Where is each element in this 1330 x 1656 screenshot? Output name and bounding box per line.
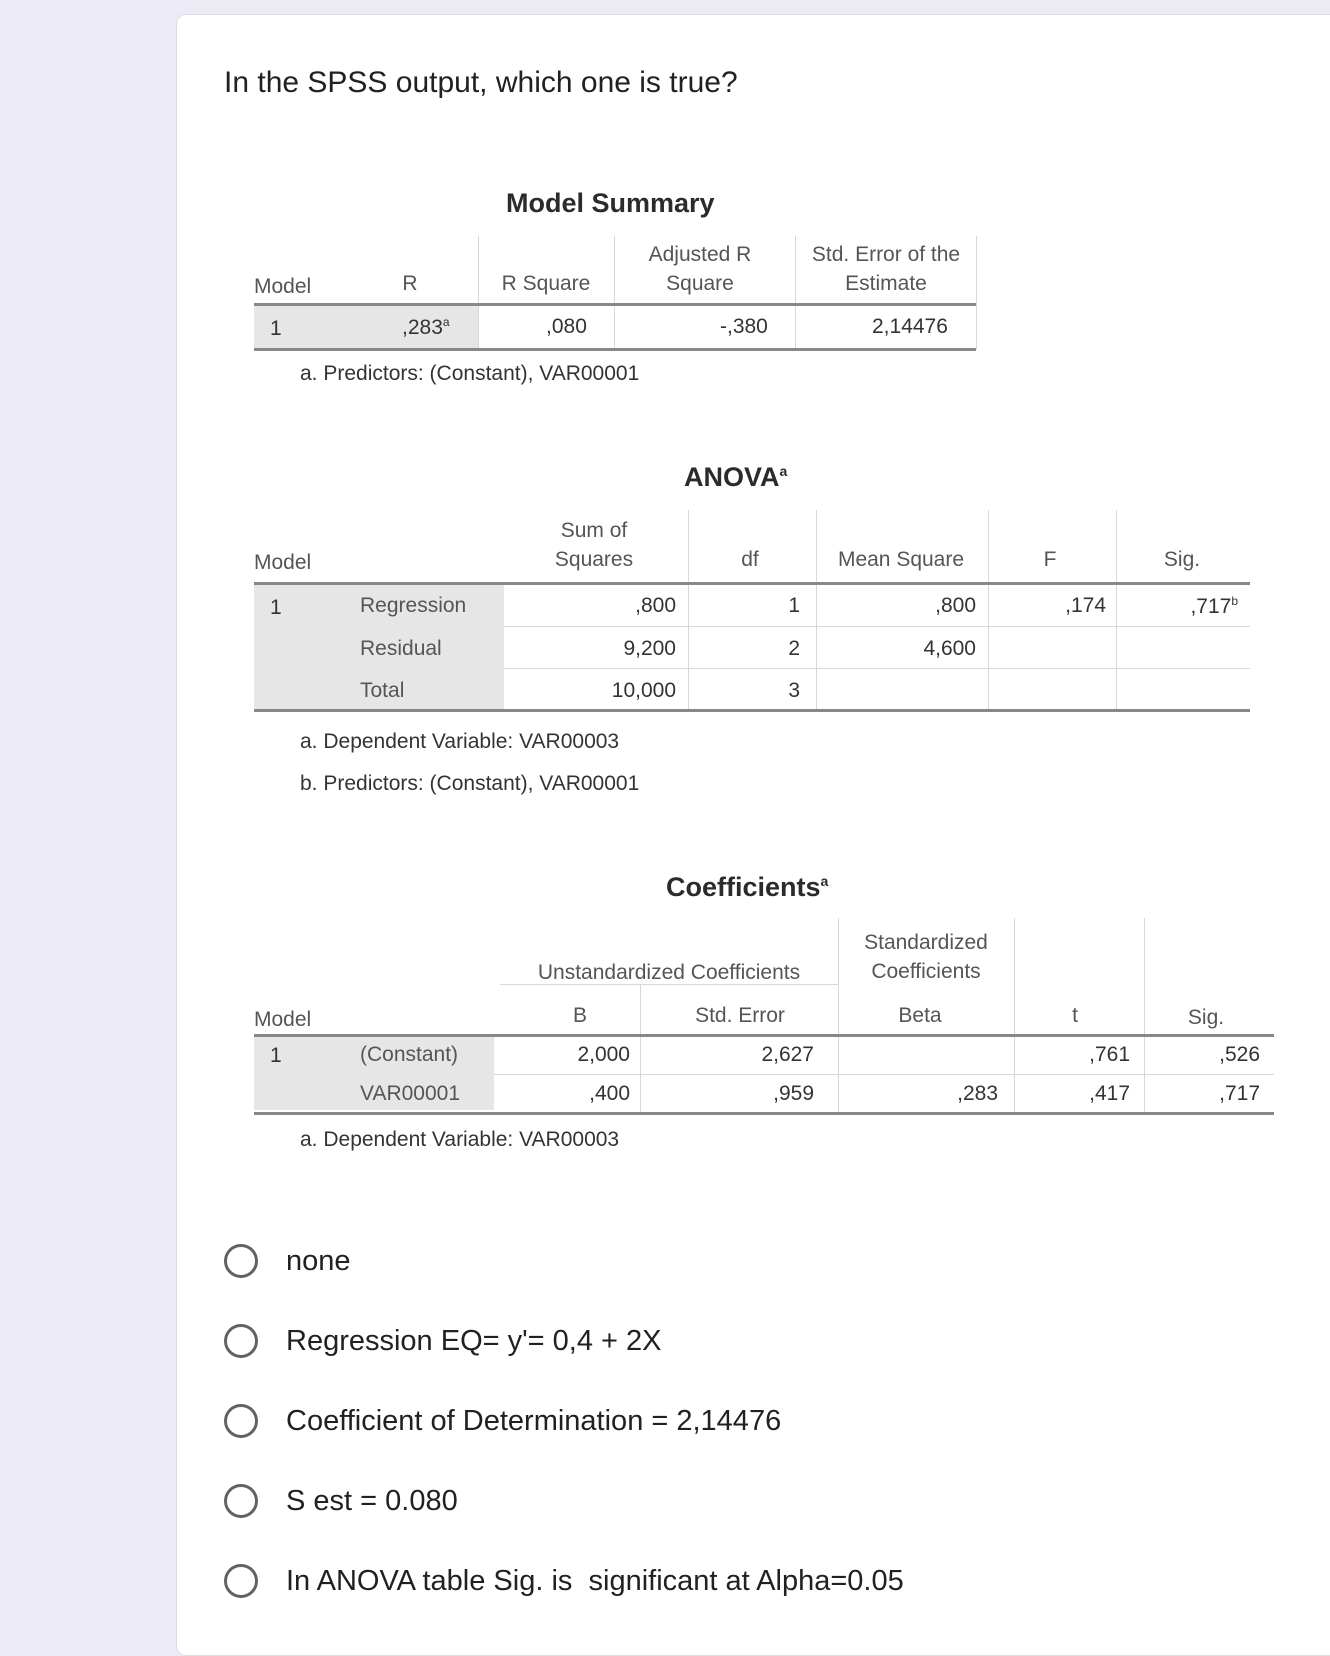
anova-cell-df: 1 <box>788 594 800 617</box>
option-regression-eq[interactable] <box>224 1324 662 1358</box>
grid-line <box>1116 510 1117 712</box>
anova-sig-value: ,717 <box>1190 595 1232 618</box>
table-rule <box>254 1112 1274 1115</box>
anova-footnote-b: b. Predictors: (Constant), VAR00001 <box>300 772 640 795</box>
option-coefficient-of-determination[interactable] <box>224 1404 781 1438</box>
option-anova-sig[interactable] <box>224 1564 904 1598</box>
ms-cell-std-error: 2,14476 <box>872 315 948 338</box>
grid-line <box>614 236 615 350</box>
anova-row-label: Total <box>360 679 405 702</box>
anova-header-df: df <box>741 548 759 571</box>
model-summary-title: Model Summary <box>506 188 715 218</box>
radio-button[interactable] <box>224 1404 258 1438</box>
ms-header-model: Model <box>254 275 312 298</box>
anova-cell-ms: 4,600 <box>923 637 976 660</box>
anova-sig-footnote-mark: b <box>1231 594 1238 608</box>
option-s-est[interactable] <box>224 1484 458 1518</box>
radio-button[interactable] <box>224 1324 258 1358</box>
grid-line <box>640 985 641 1112</box>
question-title: In the SPSS output, which one is true? <box>224 66 738 99</box>
coef-row-label: VAR00001 <box>360 1082 461 1105</box>
option-label: Regression EQ= y'= 0,4 + 2X <box>286 1324 662 1357</box>
anova-title-text: ANOVA <box>684 462 780 492</box>
ms-header-r-square: R Square <box>501 272 591 295</box>
option-none[interactable] <box>224 1244 351 1278</box>
grid-line <box>988 510 989 712</box>
grid-line <box>494 1074 1274 1075</box>
anova-cell-ss: ,800 <box>635 594 676 617</box>
coef-header-t: t <box>1072 1004 1078 1027</box>
coefficients-title-mark: a <box>820 873 829 889</box>
grid-line <box>504 668 1250 669</box>
coef-cell-b: ,400 <box>589 1082 630 1105</box>
option-label: Coefficient of Determination = 2,14476 <box>286 1404 782 1437</box>
coefficients-title-text: Coefficients <box>666 872 821 902</box>
coef-header-std-error: Std. Error <box>695 1004 785 1027</box>
ms-header-r: R <box>402 272 418 295</box>
coef-cell-beta: ,283 <box>957 1082 998 1105</box>
anova-cell-f: ,174 <box>1065 594 1106 617</box>
coef-model-number: 1 <box>270 1044 282 1067</box>
anova-cell-df: 2 <box>788 637 800 660</box>
grid-line <box>838 918 839 1112</box>
option-label: none <box>286 1244 351 1277</box>
grid-line <box>688 510 689 712</box>
coef-cell-t: ,761 <box>1089 1043 1130 1066</box>
coef-header-unstd: Unstandardized Coefficients <box>537 961 801 984</box>
coef-cell-b: 2,000 <box>577 1043 630 1066</box>
option-label: In ANOVA table Sig. is significant at Alpha=0.05 <box>286 1564 904 1597</box>
ms-header-adj-r-square: Adjusted R Square <box>648 243 752 295</box>
grid-line <box>1014 918 1015 1112</box>
coef-row-label: (Constant) <box>360 1043 459 1066</box>
anova-title-mark: a <box>779 463 788 479</box>
anova-header-model: Model <box>254 551 312 574</box>
coef-header-std: Standardized Coefficients <box>864 931 988 983</box>
anova-model-number: 1 <box>270 596 282 619</box>
radio-button[interactable] <box>224 1244 258 1278</box>
anova-cell-ms: ,800 <box>935 594 976 617</box>
ms-header-std-error: Std. Error of the Estimate <box>811 243 961 295</box>
ms-cell-r-square: ,080 <box>546 315 587 338</box>
table-rule <box>254 709 1250 712</box>
anova-header-ms: Mean Square <box>837 548 965 571</box>
grid-line <box>795 236 796 350</box>
radio-button[interactable] <box>224 1564 258 1598</box>
anova-cell-sig <box>1130 594 1238 619</box>
ms-cell-adj-r-square: -,380 <box>720 315 768 338</box>
anova-title <box>684 462 787 493</box>
anova-footnote-a: a. Dependent Variable: VAR00003 <box>300 730 620 753</box>
coefficients-title <box>666 872 828 903</box>
anova-header-ss: Sum of Squares <box>554 519 634 571</box>
ms-model-number: 1 <box>270 317 282 340</box>
coef-cell-se: 2,627 <box>761 1043 814 1066</box>
table-rule <box>254 348 976 351</box>
anova-header-f: F <box>1043 548 1057 571</box>
coef-header-b: B <box>572 1004 587 1027</box>
grid-line <box>504 626 1250 627</box>
ms-cell-r <box>402 315 450 340</box>
grid-line <box>976 236 977 350</box>
coef-cell-t: ,417 <box>1089 1082 1130 1105</box>
anova-cell-ss: 10,000 <box>611 679 676 702</box>
coef-cell-se: ,959 <box>773 1082 814 1105</box>
coef-cell-sig: ,717 <box>1219 1082 1260 1105</box>
anova-row-label: Regression <box>360 594 467 617</box>
grid-line <box>816 510 817 712</box>
coef-header-beta: Beta <box>898 1004 942 1027</box>
anova-row-label: Residual <box>360 637 442 660</box>
coef-header-sig: Sig. <box>1187 1006 1225 1029</box>
anova-cell-ss: 9,200 <box>623 637 676 660</box>
anova-header-sig: Sig. <box>1163 548 1201 571</box>
coef-cell-sig: ,526 <box>1219 1043 1260 1066</box>
ms-r-value: ,283 <box>402 316 443 339</box>
anova-cell-df: 3 <box>788 679 800 702</box>
option-label: S est = 0.080 <box>286 1484 458 1517</box>
grid-line <box>478 236 479 350</box>
ms-r-footnote-mark: a <box>442 315 450 329</box>
ms-footnote: a. Predictors: (Constant), VAR00001 <box>300 362 640 385</box>
coef-footnote: a. Dependent Variable: VAR00003 <box>300 1128 620 1151</box>
coef-header-model: Model <box>254 1008 312 1031</box>
grid-line <box>1144 918 1145 1112</box>
radio-button[interactable] <box>224 1484 258 1518</box>
